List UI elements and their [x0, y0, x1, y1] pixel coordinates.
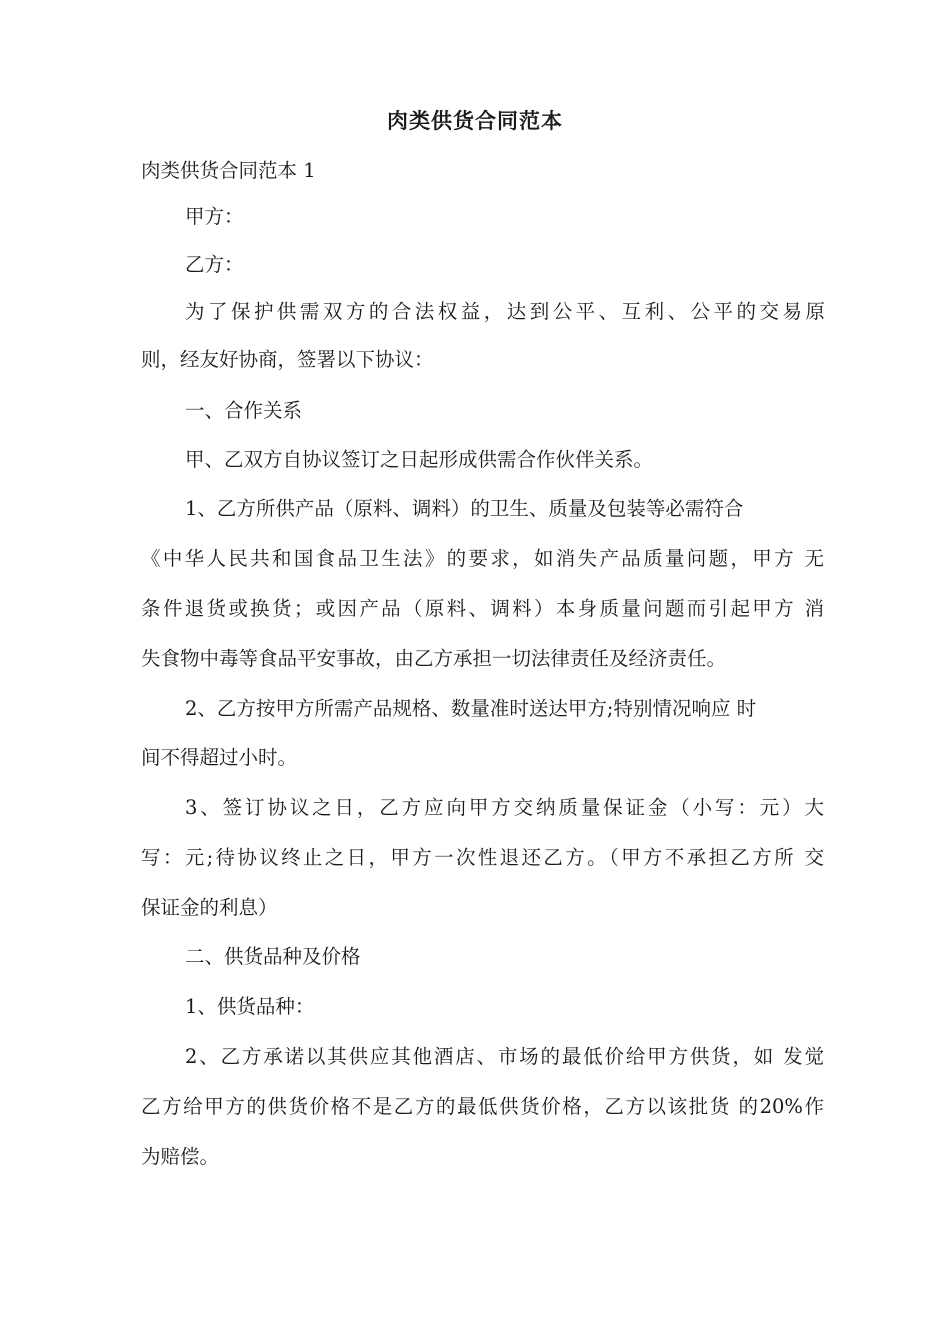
paragraph-line: 1、供货品种：: [185, 995, 315, 1018]
contract-heading: 肉类供货合同范本 1: [141, 159, 316, 182]
paragraph-line: 2、乙方按甲方所需产品规格、数量准时送达甲方;特别情况响应 时: [185, 697, 757, 720]
paragraph-line: 3、签订协议之日，乙方应向甲方交纳质量保证金（小写：元）大: [185, 796, 824, 819]
paragraph-line: 甲、乙双方自协议签订之日起形成供需合作伙伴关系。: [185, 448, 654, 471]
section-heading: 二、供货品种及价格: [185, 945, 361, 968]
paragraph-line: 失食物中毒等食品平安事故，由乙方承担一切法律责任及经济责任。: [141, 647, 727, 670]
paragraph-line: 为赔偿。: [141, 1145, 220, 1168]
paragraph-line: 条件退货或换货；或因产品（原料、调料）本身质量问题而引起甲方 消: [141, 597, 824, 620]
paragraph-line: 写：元;待协议终止之日，甲方一次性退还乙方。（甲方不承担乙方所 交: [141, 846, 824, 869]
section-heading: 一、合作关系: [185, 399, 303, 422]
paragraph-line: 1、乙方所供产品（原料、调料）的卫生、质量及包装等必需符合: [185, 497, 744, 520]
paragraph-line: 《中华人民共和国食品卫生法》的要求，如消失产品质量问题，甲方 无: [141, 547, 824, 570]
paragraph-line: 间不得超过小时。: [141, 746, 298, 769]
document-title: 肉类供货合同范本: [387, 109, 563, 133]
party-a-line: 甲方：: [185, 205, 244, 228]
paragraph-line: 则，经友好协商，签署以下协议：: [141, 348, 434, 371]
paragraph-line: 为了保护供需双方的合法权益，达到公平、互利、公平的交易原: [185, 300, 825, 323]
party-b-line: 乙方：: [185, 253, 244, 276]
paragraph-line: 乙方给甲方的供货价格不是乙方的最低供货价格，乙方以该批货 的20%作: [141, 1095, 824, 1118]
paragraph-line: 保证金的利息）: [141, 896, 278, 919]
paragraph-line: 2、乙方承诺以其供应其他酒店、市场的最低价给甲方供货，如 发觉: [185, 1045, 824, 1068]
